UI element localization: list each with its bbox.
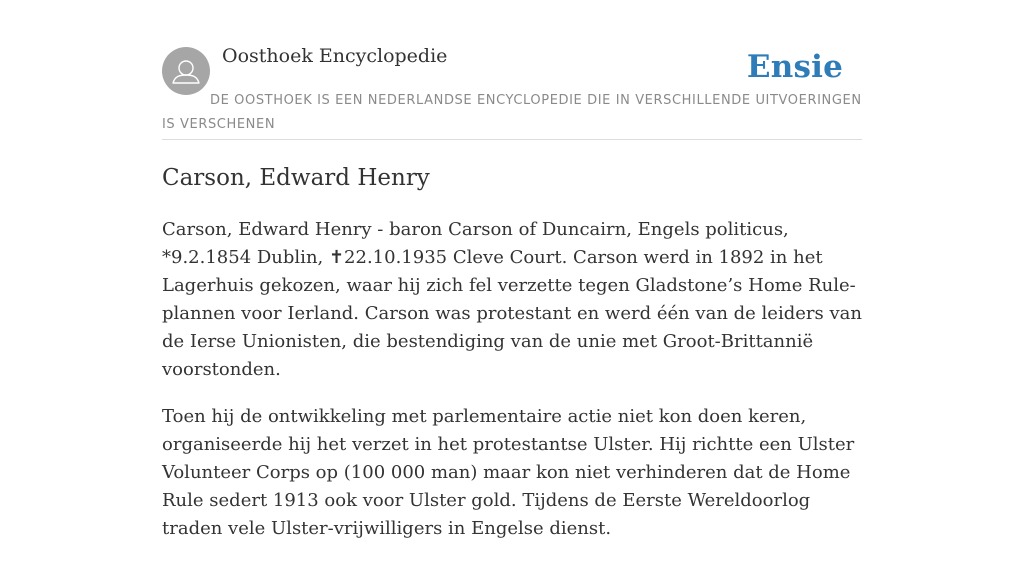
site-name-link[interactable]: Oosthoek Encyclopedie xyxy=(222,45,448,67)
article-body xyxy=(162,216,862,562)
article-paragraph: Carson, Edward Henry - baron Carson of Duncairn, Engels politicus, *9.2.1854 Dublin, ✝22.10.1935 Cleve Court. Carson werd in 1892 in het Lagerhuis gekozen, waar hij zich fel verzette tegen Gladstone’s Home Rule-plannen voor Ierland. Carson was protestant en werd één van de leiders van de Ierse Unionisten, die bestendiging van de unie met Groot-Brittannië voorstonden. xyxy=(162,219,862,380)
ensie-logo[interactable]: Ensie xyxy=(746,49,843,85)
article-title: Carson, Edward Henry xyxy=(162,165,430,191)
header-divider xyxy=(162,139,862,140)
user-avatar-icon[interactable] xyxy=(162,47,210,95)
article-paragraph: Toen hij de ontwikkeling met parlementaire actie niet kon doen keren, organiseerde hij het verzet in het protestantse Ulster. Hij richtte een Ulster Volunteer Corps op (100 000 man) maar kon niet verhinderen dat de Home Rule sedert 1913 ook voor Ulster gold. Tijdens de Eerste Wereldoorlog traden vele Ulster-vrijwilligers in Engelse dienst. xyxy=(162,406,855,539)
site-tagline: DE OOSTHOEK IS EEN NEDERLANDSE ENCYCLOPEDIE DIE IN VERSCHILLENDE UITVOERINGEN IS VERSCHENEN xyxy=(162,93,862,132)
